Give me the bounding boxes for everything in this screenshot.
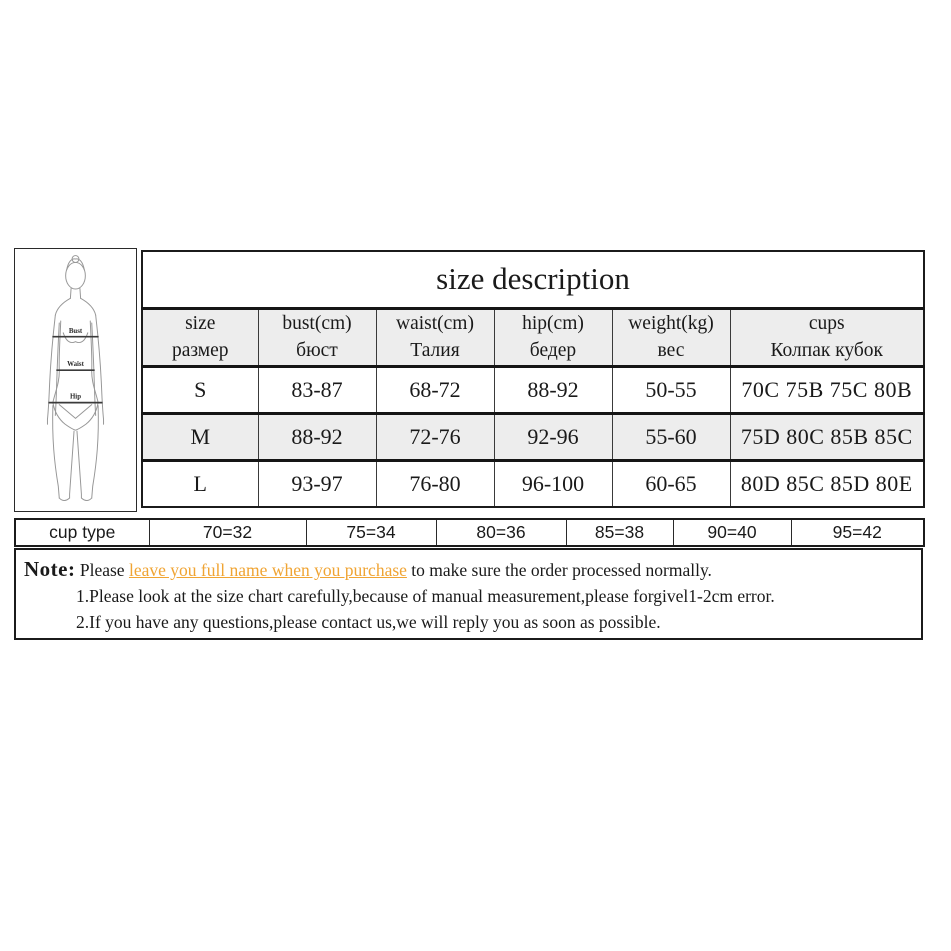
cup-type-value: 95=42: [791, 519, 924, 546]
column-header-cups: cups Колпак кубок: [730, 308, 924, 366]
table-cell: 96-100: [494, 460, 612, 507]
cup-type-value: 80=36: [436, 519, 566, 546]
table-cell: 60-65: [612, 460, 730, 507]
table-cell: 76-80: [376, 460, 494, 507]
table-cell: 55-60: [612, 413, 730, 460]
note-box: [14, 548, 923, 640]
column-header-weight: weight(kg) вес: [612, 308, 730, 366]
table-cell: 88-92: [258, 413, 376, 460]
table-cell: S: [142, 366, 258, 413]
cup-type-value: 70=32: [149, 519, 306, 546]
table-cell: 75D 80C 85B 85C: [730, 413, 924, 460]
column-header-size: size размер: [142, 308, 258, 366]
table-cell: M: [142, 413, 258, 460]
table-cell: 50-55: [612, 366, 730, 413]
waist-label: Waist: [67, 361, 84, 369]
column-header-bust: bust(cm) бюст: [258, 308, 376, 366]
table-cell: 93-97: [258, 460, 376, 507]
column-header-waist: waist(cm) Талия: [376, 308, 494, 366]
table-cell: 92-96: [494, 413, 612, 460]
cup-type-value: 90=40: [673, 519, 791, 546]
table-row-size-l: [142, 460, 924, 507]
size-table-title: size description: [142, 251, 924, 308]
cup-type-value: 85=38: [566, 519, 673, 546]
cup-type-table: [14, 518, 925, 547]
cup-type-value: 75=34: [306, 519, 436, 546]
table-cell: 70C 75B 75C 80B: [730, 366, 924, 413]
table-row-size-s: [142, 366, 924, 413]
table-row-size-m: [142, 413, 924, 460]
column-header-hip: hip(cm) бедер: [494, 308, 612, 366]
hip-label: Hip: [69, 393, 82, 401]
note-label: Note:: [24, 557, 76, 581]
size-table-header-row: [142, 308, 924, 366]
table-cell: 80D 85C 85D 80E: [730, 460, 924, 507]
note-intro-prefix: Please: [79, 560, 125, 580]
leave-full-name-link: leave you full name when you purchase: [128, 560, 407, 580]
size-table: [141, 250, 925, 508]
body-figure-drawing: [15, 249, 136, 511]
body-figure-box: [14, 248, 137, 512]
note-line-1: 1.Please look at the size chart carefully,because of manual measurement,please forgivel1-2cm error.: [76, 586, 775, 606]
note-line-intro: [24, 556, 913, 583]
table-cell: 83-87: [258, 366, 376, 413]
table-cell: 72-76: [376, 413, 494, 460]
note-intro-suffix: to make sure the order processed normally.: [411, 560, 712, 580]
cup-type-label: cup type: [15, 519, 149, 546]
table-cell: 88-92: [494, 366, 612, 413]
table-cell: L: [142, 460, 258, 507]
note-line-2: 2.If you have any questions,please contact us,we will reply you as soon as possible.: [76, 612, 661, 632]
table-cell: 68-72: [376, 366, 494, 413]
bust-label: Bust: [68, 327, 83, 335]
